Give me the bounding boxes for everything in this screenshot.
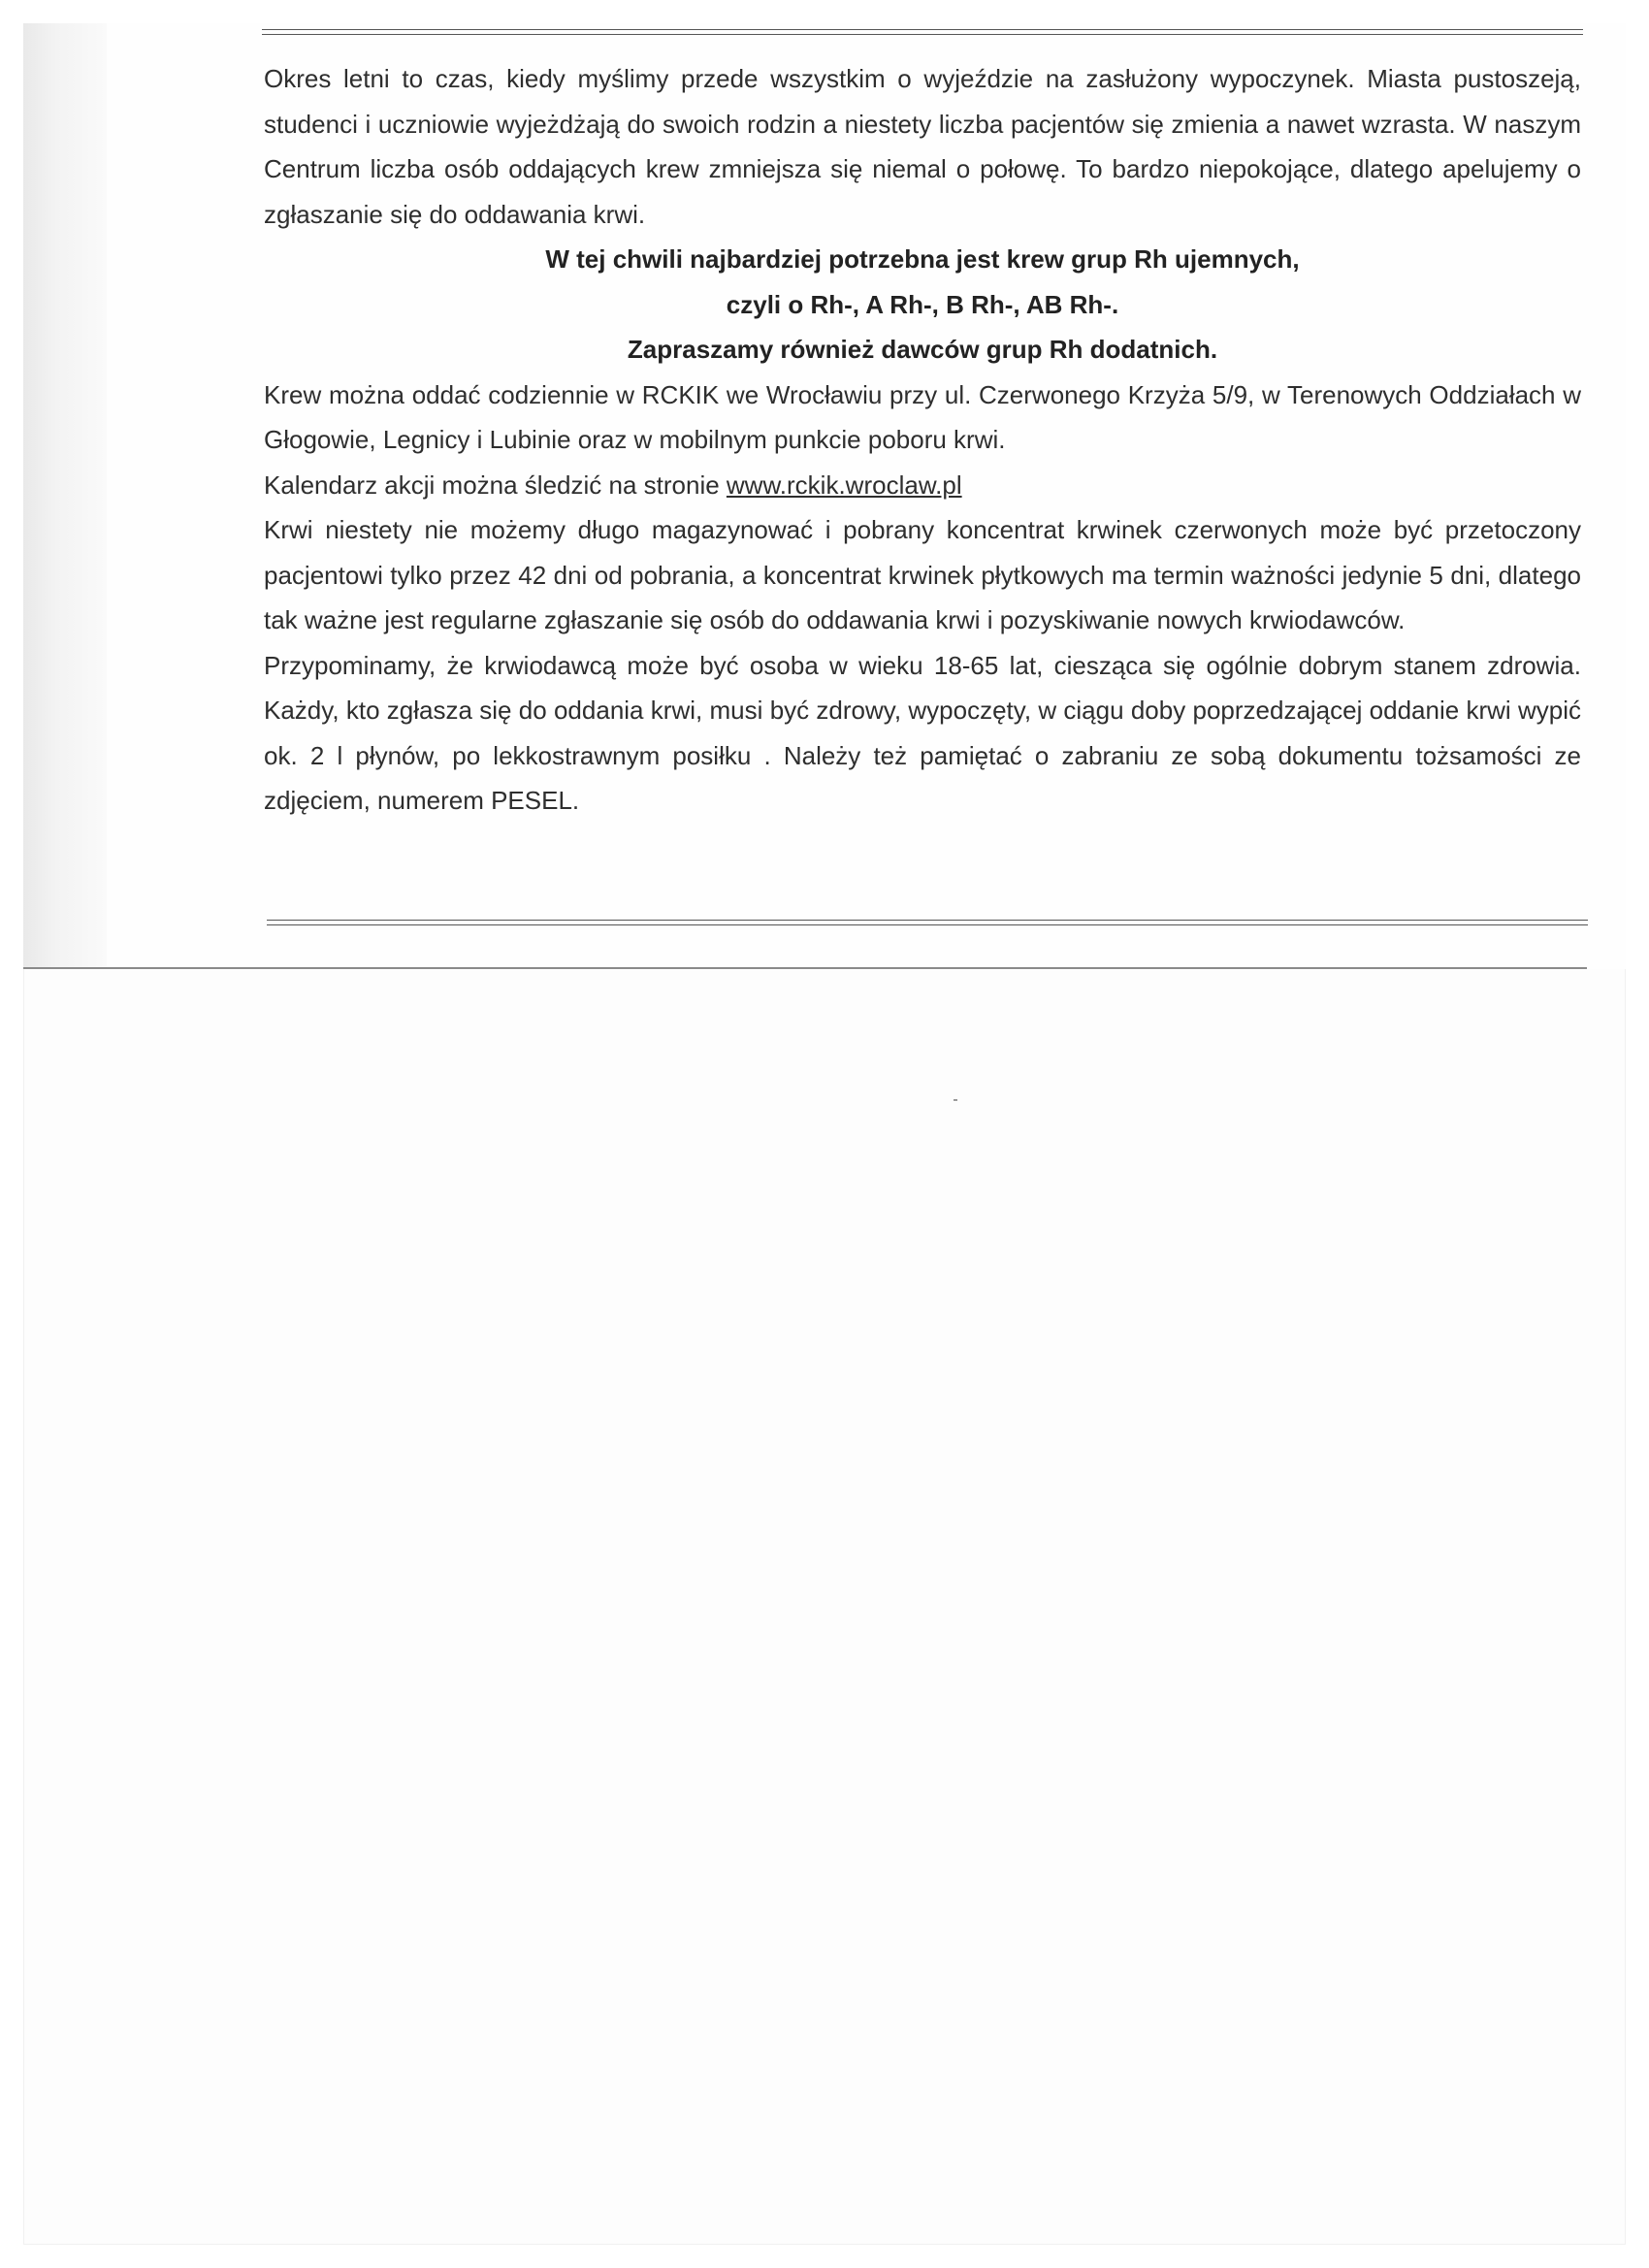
document-body [264,56,1581,824]
calendar-text: Kalendarz akcji można śledzić na stronie [264,470,727,500]
website-link[interactable]: www.rckik.wroclaw.pl [726,470,962,500]
bold-appeal-line-2: czyli o Rh-, A Rh-, B Rh-, AB Rh-. [726,289,1119,319]
storage-paragraph: Krwi niestety nie możemy długo magazynować i pobrany koncentrat krwinek czerwonych może być przetoczony pacjentowi tylko przez 42 dni od pobrania, a koncentrat krwinek płytkowych ma termin ważności jedynie 5 dni, dlatego tak ważne jest regularne zgłaszanie się osób do oddawania krwi i pozyskiwanie nowych krwiodawców. [264,515,1581,634]
bold-appeal-line-3: Zapraszamy również dawców grup Rh dodatnich. [627,335,1218,364]
donation-locations-paragraph: Krew można oddać codziennie w RCKIK we Wrocławiu przy ul. Czerwonego Krzyża 5/9, w Terenowych Oddziałach w Głogowie, Legnicy i Lubinie oraz w mobilnym punkcie poboru krwi. [264,379,1581,454]
top-double-rule [262,29,1583,35]
intro-paragraph: Okres letni to czas, kiedy myślimy przede wszystkim o wyjeździe na zasłużony wypoczynek. Miasta pustoszeją, studenci i uczniowie wyjeżdżają do swoich rodzin a niestety liczba pacjentów się zmienia a nawet wzrasta. W naszym Centrum liczba osób oddających krew zmniejsza się niemal o połowę. To bardzo niepokojące, dlatego apelujemy o zgłaszanie się do oddawania krwi. [264,64,1581,229]
calendar-paragraph [264,463,1581,508]
scan-speck [954,1099,957,1101]
bold-appeal-line-1: W tej chwili najbardziej potrzebna jest krew grup Rh ujemnych, [545,244,1300,274]
bottom-double-rule [267,920,1588,925]
sheet-bottom-edge [23,967,1587,969]
donor-requirements-paragraph: Przypominamy, że krwiodawcą może być osoba w wieku 18-65 lat, ciesząca się ogólnie dobrym stanem zdrowia. Każdy, kto zgłasza się do oddania krwi, musi być zdrowy, wypoczęty, w ciągu doby poprzedzającej oddanie krwi wypić ok. 2 l płynów, po lekkostrawnym posiłku . Należy też pamiętać o zabraniu ze sobą dokumentu tożsamości ze zdjęciem, numerem PESEL. [264,650,1581,815]
sheet-edge-shadow [23,23,107,969]
